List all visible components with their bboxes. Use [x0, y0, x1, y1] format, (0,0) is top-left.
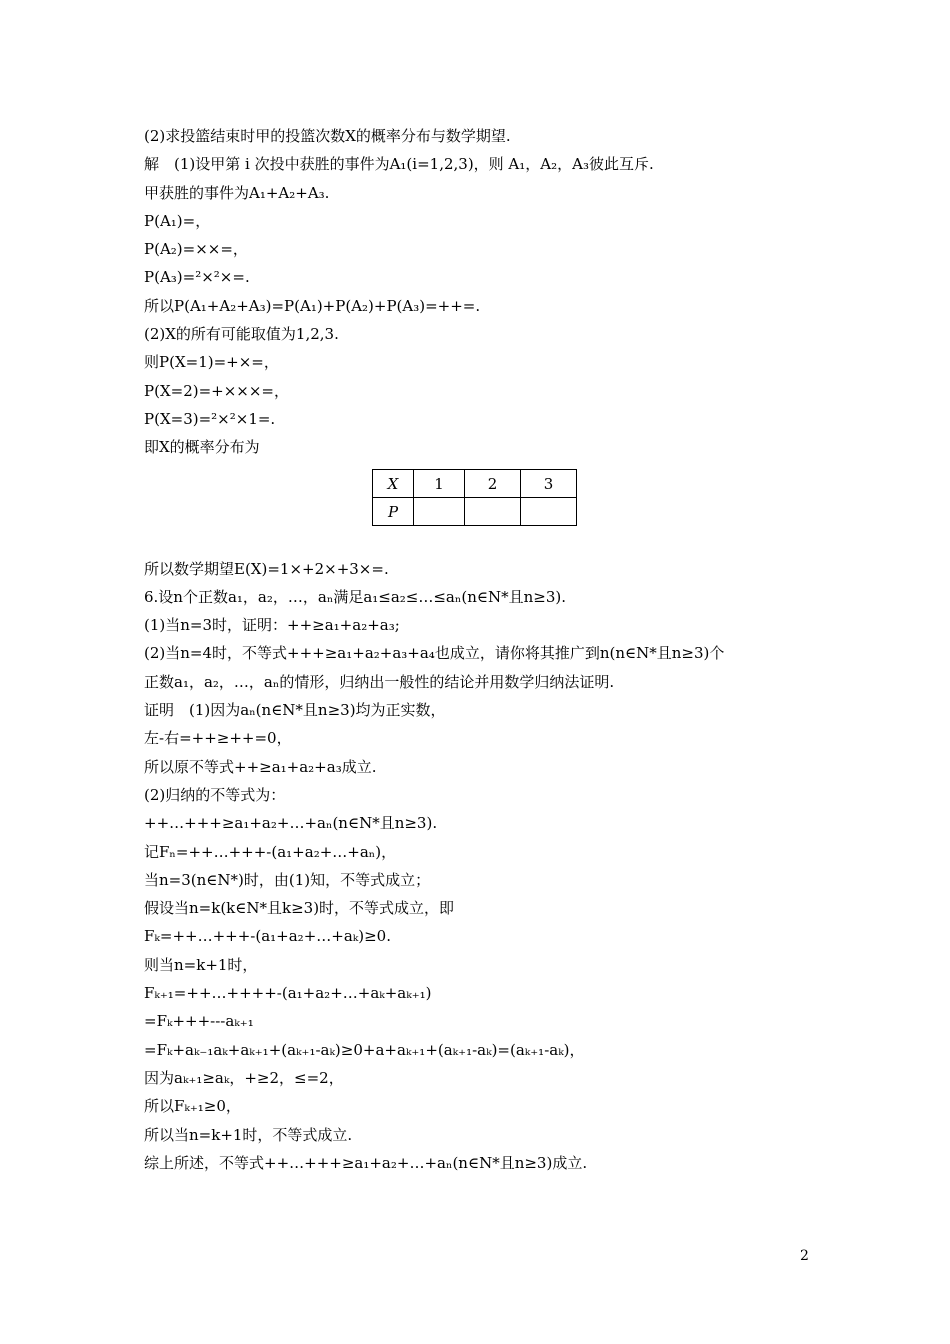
text-line: 甲获胜的事件为A₁+A₂+A₃.: [144, 183, 330, 202]
text-line: 证明 (1)因为aₙ(n∈N*且n≥3)均为正实数，: [144, 701, 446, 720]
text-line: 所以P(A₁+A₂+A₃)=P(A₁)+P(A₂)+P(A₃)=++=.: [144, 296, 481, 315]
probability-distribution-table: [372, 469, 577, 526]
text-line: =Fₖ+aₖ₋₁aₖ+aₖ₊₁+(aₖ₊₁-aₖ)≥0+a+aₖ₊₁+(aₖ₊₁-aₖ)=(aₖ₊₁-aₖ)，: [144, 1040, 585, 1059]
text-line: (2)当n=4时，不等式+++≥a₁+a₂+a₃+a₄也成立，请你将其推广到n(n∈N*且n≥3)个: [144, 644, 725, 663]
text-line: (2)求投篮结束时甲的投篮次数X的概率分布与数学期望.: [144, 127, 511, 145]
text-line: 即X的概率分布为: [144, 438, 260, 457]
solution-part-6: [144, 555, 824, 1178]
text-line: 正数a₁，a₂，…，aₙ的情形，归纳出一般性的结论并用数学归纳法证明.: [144, 672, 615, 691]
text-line: (1)当n=3时，证明：++≥a₁+a₂+a₃;: [144, 616, 400, 635]
text-line: P(X=2)=+×××=，: [144, 381, 289, 400]
text-line: 假设当n=k(k∈N*且k≥3)时，不等式成立，即: [144, 899, 455, 918]
table-cell: P: [373, 498, 414, 526]
table-cell: [414, 498, 465, 526]
text-line: 则P(X=1)=+×=，: [144, 353, 279, 372]
text-line: 6.设n个正数a₁，a₂，…，aₙ满足a₁≤a₂≤…≤aₙ(n∈N*且n≥3).: [144, 587, 567, 606]
text-line: Fₖ₊₁=++…++++-(a₁+a₂+…+aₖ+aₖ₊₁): [144, 984, 432, 1003]
text-line: 综上所述，不等式++…+++≥a₁+a₂+…+aₙ(n∈N*且n≥3)成立.: [144, 1153, 588, 1172]
document-body: [144, 122, 824, 1177]
text-line: Fₖ=++…+++-(a₁+a₂+…+aₖ)≥0.: [144, 927, 391, 946]
text-line: P(A₃)=²×²×=.: [144, 268, 250, 287]
table-cell: [465, 498, 521, 526]
table-row: [373, 470, 577, 498]
text-line: =Fₖ+++---aₖ₊₁: [144, 1012, 254, 1031]
table-header-cell: 2: [465, 470, 521, 498]
text-line: 当n=3(n∈N*)时，由(1)知，不等式成立；: [144, 870, 431, 889]
table-cell: [521, 498, 577, 526]
text-line: 解 (1)设甲第 i 次投中获胜的事件为A₁(i=1,2,3)，则 A₁，A₂，A₃彼此互斥.: [144, 155, 654, 174]
table-header-cell: X: [373, 470, 414, 498]
text-line: (2)X的所有可能取值为1,2,3.: [144, 325, 339, 344]
text-line: P(A₁)=，: [144, 211, 211, 230]
text-line: ++…+++≥a₁+a₂+…+aₙ(n∈N*且n≥3).: [144, 814, 438, 833]
table-row: [373, 498, 577, 526]
text-line: 所以数学期望E(X)=1×+2×+3×=.: [144, 559, 389, 578]
table-header-cell: 3: [521, 470, 577, 498]
text-line: P(A₂)=××=，: [144, 240, 248, 259]
table-header-cell: 1: [414, 470, 465, 498]
text-line: 因为aₖ₊₁≥aₖ，+≥2，≤=2，: [144, 1068, 344, 1087]
text-line: 所以Fₖ₊₁≥0，: [144, 1097, 241, 1116]
text-line: (2)归纳的不等式为：: [144, 785, 286, 804]
text-line: 左-右=++≥++=0，: [144, 729, 292, 748]
solution-part-5: [144, 122, 824, 462]
text-line: 则当n=k+1时，: [144, 955, 258, 974]
text-line: P(X=3)=²×²×1=.: [144, 409, 276, 428]
page-number: 2: [800, 1248, 809, 1264]
text-line: 所以原不等式++≥a₁+a₂+a₃成立.: [144, 757, 377, 776]
text-line: 记Fₙ=++…+++-(a₁+a₂+…+aₙ)，: [144, 842, 397, 861]
text-line: 所以当n=k+1时，不等式成立.: [144, 1125, 353, 1144]
